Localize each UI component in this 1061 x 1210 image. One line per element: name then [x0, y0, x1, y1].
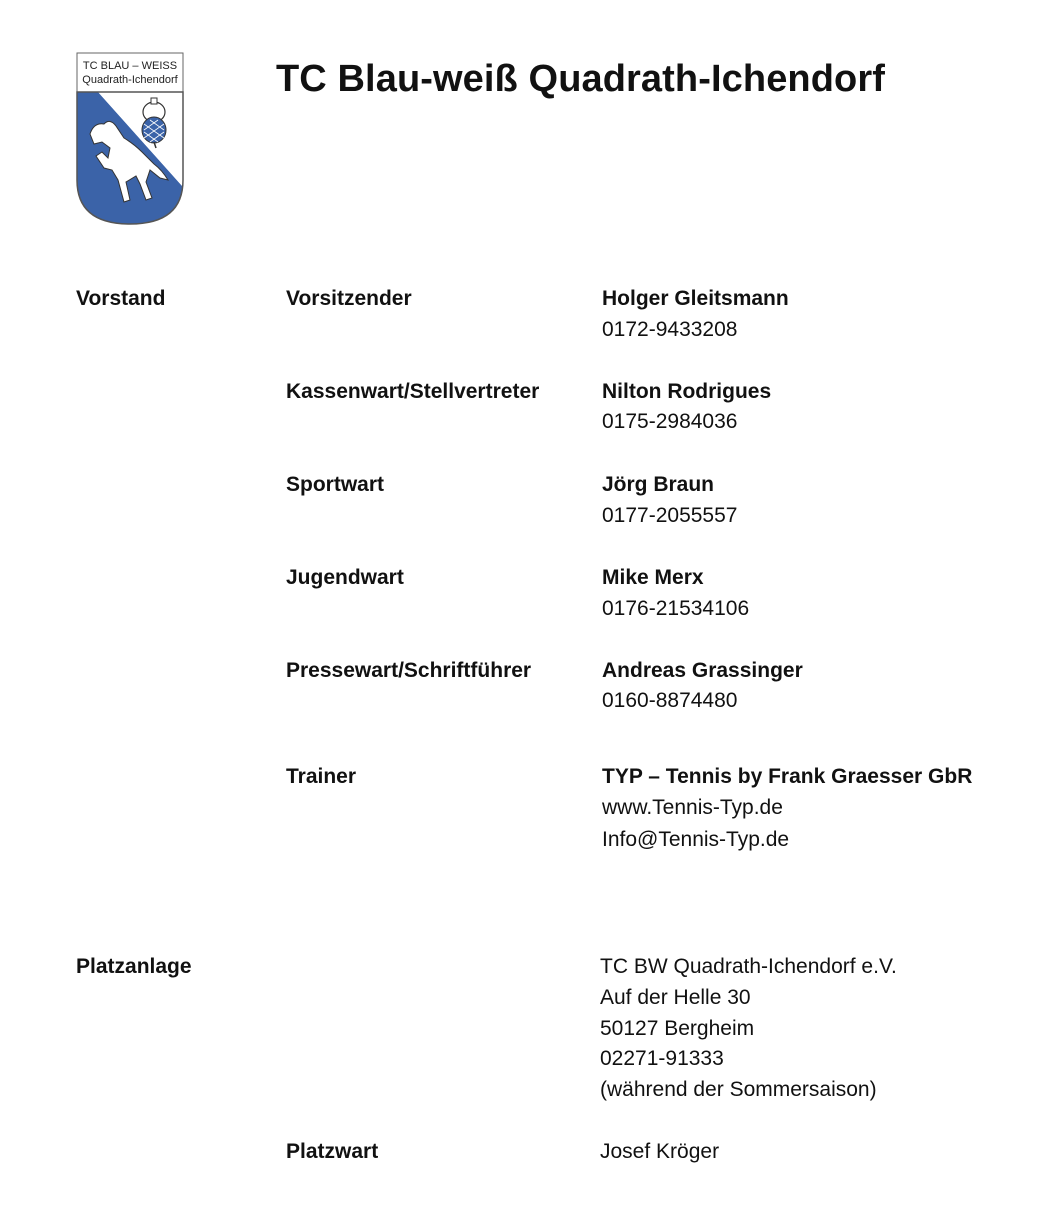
address-phone: 02271-91333	[600, 1047, 724, 1070]
crest-text-line1: TC BLAU – WEISS	[82, 60, 178, 72]
section-heading-platzanlage: Platzanlage	[76, 955, 192, 978]
section-heading-vorstand: Vorstand	[76, 287, 166, 310]
platzwart-name: Josef Kröger	[600, 1140, 720, 1163]
person-phone: 0175-2984036	[602, 410, 738, 433]
address-note: (während der Sommersaison)	[600, 1078, 877, 1101]
address-line: TC BW Quadrath-Ichendorf e.V.	[600, 955, 897, 978]
person-phone: 0177-2055557	[602, 504, 738, 527]
role-label: Kassenwart/Stellvertreter	[286, 380, 540, 403]
person-name: Andreas Grassinger	[602, 659, 803, 682]
address-line: Auf der Helle 30	[600, 986, 751, 1009]
person-name: Holger Gleitsmann	[602, 287, 789, 310]
role-label: Pressewart/Schriftführer	[286, 659, 532, 682]
role-label: Vorsitzender	[286, 287, 412, 310]
person-name: Jörg Braun	[602, 473, 715, 496]
role-label: Jugendwart	[286, 566, 404, 589]
role-label-platzwart: Platzwart	[286, 1140, 379, 1163]
person-phone: 0160-8874480	[602, 689, 738, 712]
trainer-name: TYP – Tennis by Frank Graesser GbR	[602, 765, 973, 788]
address-line: 50127 Bergheim	[600, 1017, 755, 1040]
role-label-trainer: Trainer	[286, 765, 357, 788]
trainer-email-link[interactable]: Info@Tennis-Typ.de	[602, 828, 790, 851]
crest-text-line2: Quadrath-Ichendorf	[82, 74, 178, 86]
page-title: TC Blau-weiß Quadrath-Ichendorf	[276, 58, 886, 100]
person-phone: 0176-21534106	[602, 597, 750, 620]
role-label: Sportwart	[286, 473, 385, 496]
club-crest-logo	[76, 52, 184, 226]
person-phone: 0172-9433208	[602, 318, 738, 341]
trainer-website-link[interactable]: www.Tennis-Typ.de	[602, 796, 783, 819]
person-name: Mike Merx	[602, 566, 704, 589]
person-name: Nilton Rodrigues	[602, 380, 772, 403]
